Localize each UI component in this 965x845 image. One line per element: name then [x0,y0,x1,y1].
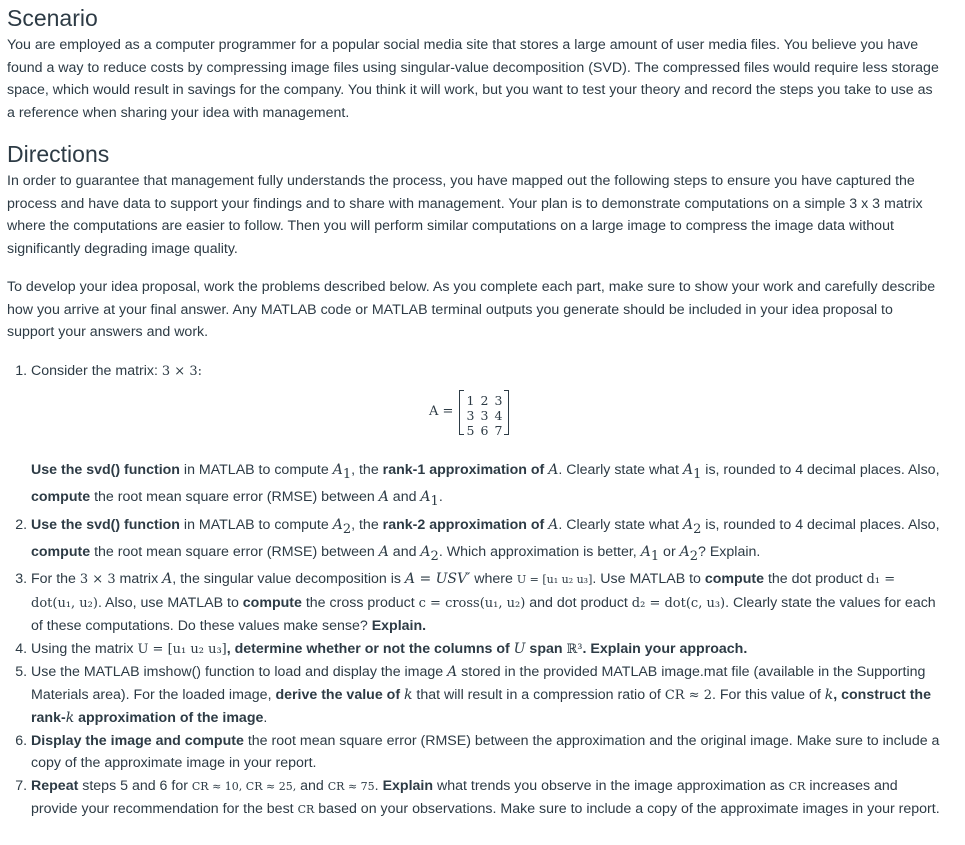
matrix-cell: 6 [480,422,489,438]
directions-paragraph-2: To develop your idea proposal, work the problems described below. As you complete each part, make sure to show your work and carefully describe how you arrive at your final answer. Any MATLAB code or MATLAB terminal outputs you generate should be included in your idea proposal to support your answers and work. [7,279,936,340]
problem-2: 2. Use the svd() function in MATLAB to compute $A_2$, the rank-2 approximation of A. Clearly state what $A_2$ is, rounded to 4 decimal places. Also, compute the root mean square error (RMSE) between A and $A_2$. Which approximation is better, $A_1$ or $A_2$? Explain. [31,514,943,569]
problem-6: 6. Display the image and compute the root mean square error (RMSE) between the approximation and the original image. Make sure to include a copy of the approximate image in your report. [31,730,943,775]
problem-5: 5. Use the MATLAB imshow() function to load and display the image A stored in the provided MATLAB image.mat file (available in the Supporting Materials area). For the loaded image, derive the value of k that will result in a compression ratio of CR ≈ 2. For this value of k, construct the rank-k approximation of the image. [31,661,943,730]
scenario-heading: Scenario [7,5,98,31]
matrix-cell: 3 [494,392,503,408]
matrix-cell: 4 [494,407,503,423]
matrix-cell: 3 [480,407,489,423]
matrix-cell: 7 [494,422,503,438]
matrix-a [459,390,509,438]
matrix-cell: 5 [466,422,475,438]
directions-paragraph-1: In order to guarantee that management fully understands the process, you have mapped out the following steps to ensure you have captured the process and have data to support your findings and to share with management. Your plan is to demonstrate computations on a simple 3 x 3 matrix where the computations are easier to follow. Then you will perform similar computations on a large image to compress the image data without significantly degrading image quality. [7,173,923,257]
problem-list [7,360,943,822]
directions-heading: Directions [7,141,110,167]
matrix-cell: 1 [466,392,475,408]
matrix-label: A = [429,403,454,419]
problem-4: 4. Using the matrix U = [u₁ u₂ u₃], determine whether or not the columns of U span ℝ³. Explain your approach. [31,638,943,662]
problem-1: 1. Consider the matrix: 3 × 3: A = 1 2 3 3 3 4 5 6 7 Use the svd() function in MATLAB to compute $A_1$, the rank-1 approximation of A. Clearly state what $A_1$ is, rounded to 4 decimal places. Also, compute the root mean square error (RMSE) between A and $A_1$. [31,360,943,514]
scenario-text: You are employed as a computer programmer for a popular social media site that stores a large amount of user media files. You believe you have found a way to reduce costs by compressing image files using singular-value decomposition (SVD). The compressed files would require less storage space, which would result in savings for the company. You think it will work, but you want to test your theory and record the steps you take to use as a reference when sharing your idea with management. [7,37,939,121]
matrix-a-display [429,387,943,437]
problem-1-text: Use the svd() function in MATLAB to compute $A_1$, the rank-1 approximation of A. Clearly state what $A_1$ is, rounded to 4 decimal places. Also, compute the root mean square error (RMSE) between A and $A_1$. [31,462,940,510]
problem-3: 3. For the 3 × 3 matrix A, the singular value decomposition is A = USV′ where U = [u₁ u₂ u₃]. Use MATLAB to compute the dot product d₁ = dot(u₁, u₂). Also, use MATLAB to compute the cross product c = cross(u₁, u₂) and dot product d₂ = dot(c, u₃). Clearly state the values for each of these computations. Do these values make sense? Explain. [31,568,943,638]
matrix-cell: 2 [480,392,489,408]
matrix-cell: 3 [466,407,475,423]
problem-7: 7. Repeat steps 5 and 6 for CR ≈ 10, CR ≈ 25, and CR ≈ 75. Explain what trends you observe in the image approximation as CR increases and provide your recommendation for the best CR based on your observations. Make sure to include a copy of the approximate images in your report. [31,775,943,822]
